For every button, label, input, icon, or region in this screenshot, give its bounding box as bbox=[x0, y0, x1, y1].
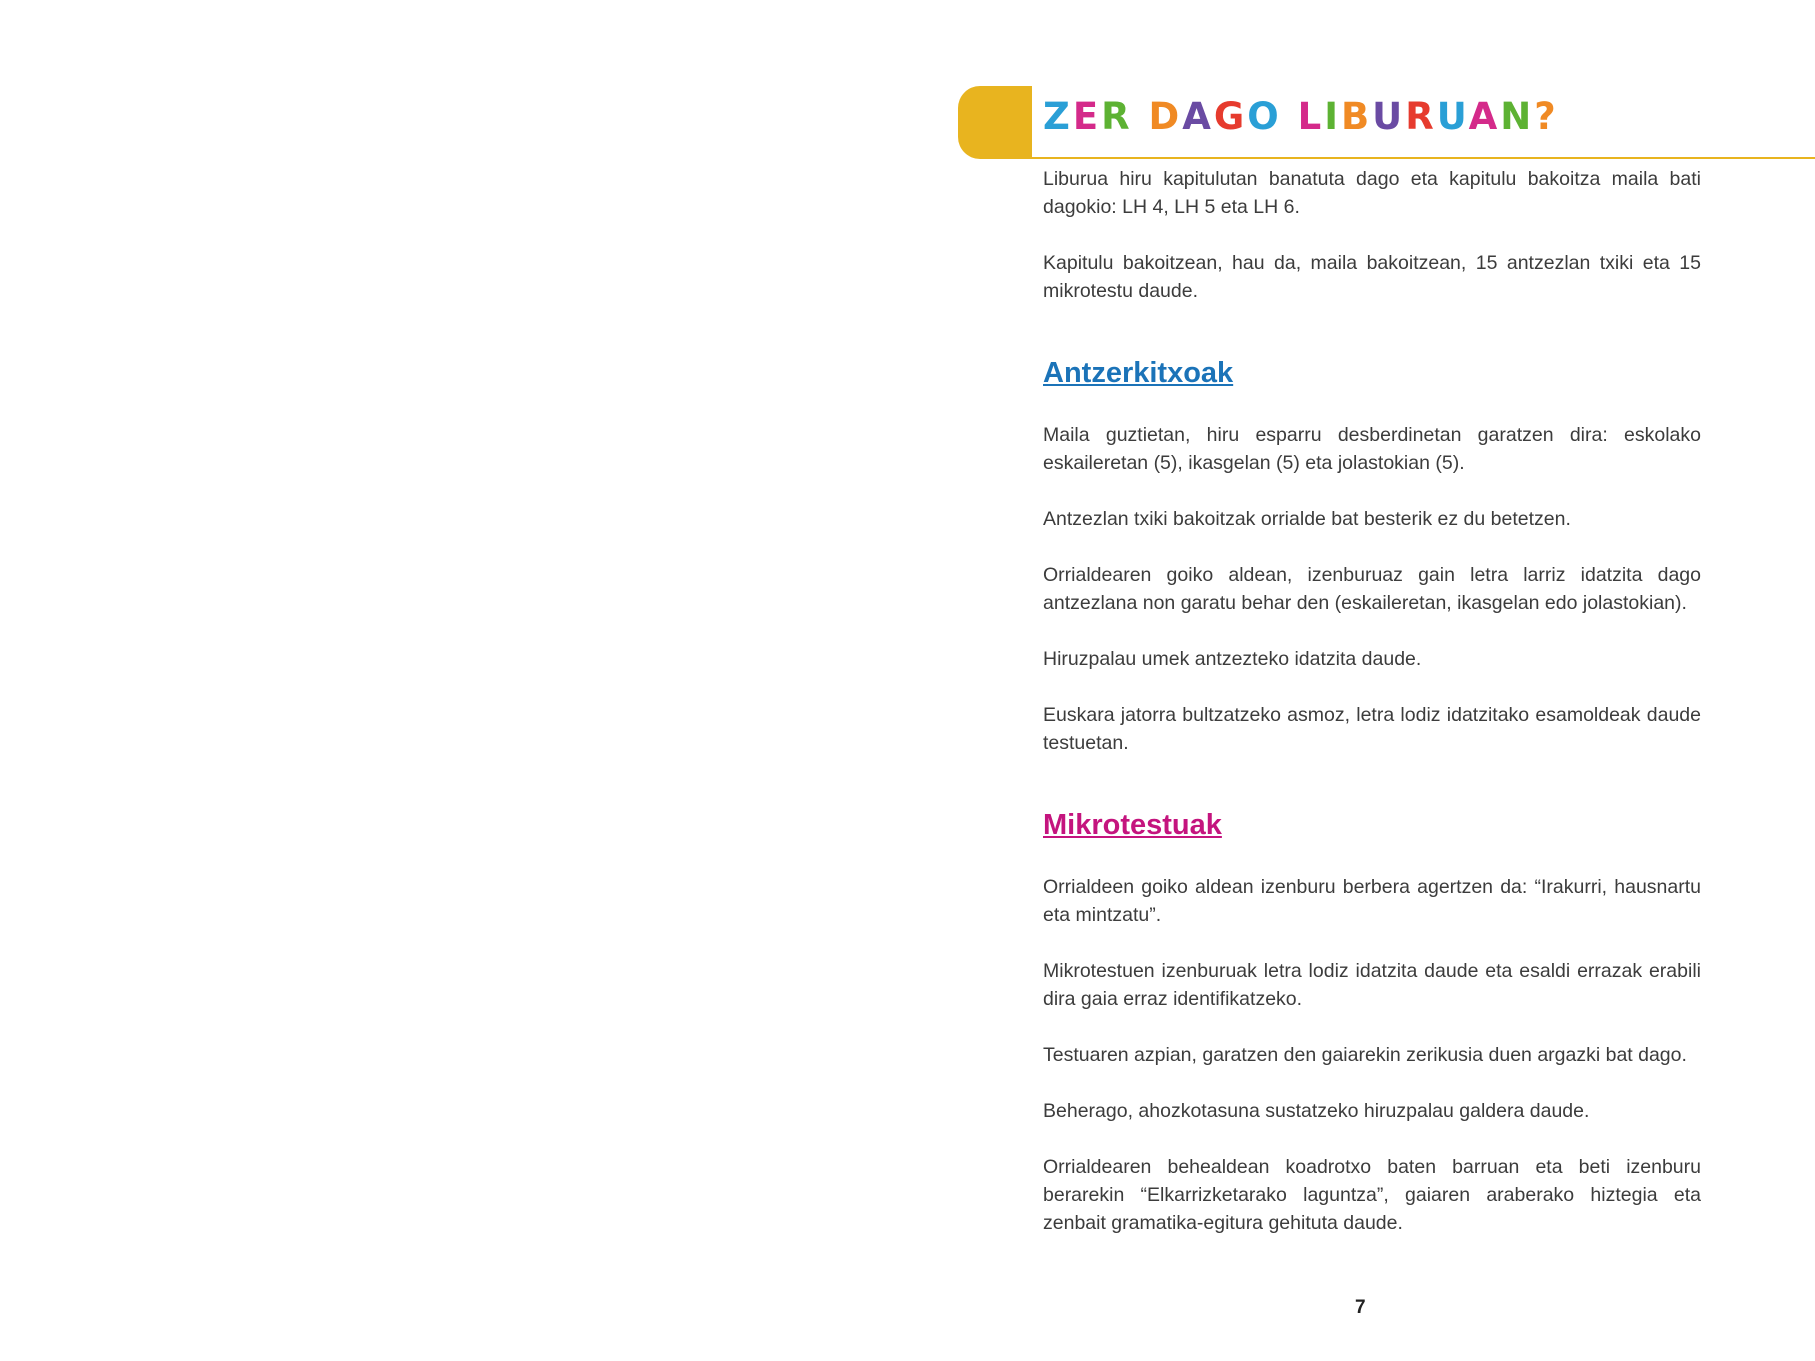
section-heading-antzerkitxoak: Antzerkitxoak bbox=[1043, 357, 1234, 389]
mikrotestuak-paragraph-3: Testuaren azpian, garatzen den gaiarekin zerikusia duen argazki bat dago. bbox=[1043, 1044, 1687, 1066]
page-content bbox=[1043, 165, 1701, 1237]
mikrotestuak-paragraph-5: Orrialdearen behealdean koadrotxo baten barruan eta beti izenburu berarekin “Elkarrizketarako laguntza”, gaiaren araberako hiztegia eta zenbait gramatika-egitura gehituta daude. bbox=[1043, 1156, 1701, 1234]
header-tab-decoration bbox=[958, 86, 1032, 159]
mikrotestuak-paragraph-2: Mikrotestuen izenburuak letra lodiz idatzita daude eta esaldi errazak erabili dira gaia erraz identifikatzeko. bbox=[1043, 960, 1701, 1010]
antzerkitxoak-paragraph-4: Hiruzpalau umek antzezteko idatzita daude. bbox=[1043, 648, 1422, 670]
intro-paragraph-2: Kapitulu bakoitzean, hau da, maila bakoitzean, 15 antzezlan txiki eta 15 mikrotestu daude. bbox=[1043, 252, 1701, 302]
page-number: 7 bbox=[1355, 1297, 1366, 1318]
antzerkitxoak-paragraph-1: Maila guztietan, hiru esparru desberdinetan garatzen dira: eskolako eskaileretan (5), ikasgelan (5) eta jolastokian (5). bbox=[1043, 424, 1701, 474]
page-title: ZER DAGO LIBURUAN? bbox=[1043, 95, 1559, 138]
mikrotestuak-paragraph-1: Orrialdeen goiko aldean izenburu berbera agertzen da: “Irakurri, hausnartu eta mintzatu”. bbox=[1043, 876, 1701, 926]
intro-paragraph-1: Liburua hiru kapitulutan banatuta dago eta kapitulu bakoitza maila bati dagokio: LH 4, LH 5 eta LH 6. bbox=[1043, 168, 1701, 218]
header-rule bbox=[1032, 157, 1815, 159]
mikrotestuak-paragraph-4: Beherago, ahozkotasuna sustatzeko hiruzpalau galdera daude. bbox=[1043, 1100, 1590, 1122]
section-heading-mikrotestuak: Mikrotestuak bbox=[1043, 809, 1222, 841]
antzerkitxoak-paragraph-2: Antzezlan txiki bakoitzak orrialde bat besterik ez du betetzen. bbox=[1043, 508, 1571, 530]
antzerkitxoak-paragraph-3: Orrialdearen goiko aldean, izenburuaz gain letra larriz idatzita dago antzezlana non garatu behar den (eskaileretan, ikasgelan edo jolastokian). bbox=[1043, 564, 1701, 614]
antzerkitxoak-paragraph-5: Euskara jatorra bultzatzeko asmoz, letra lodiz idatzitako esamoldeak daude testuetan. bbox=[1043, 704, 1701, 754]
